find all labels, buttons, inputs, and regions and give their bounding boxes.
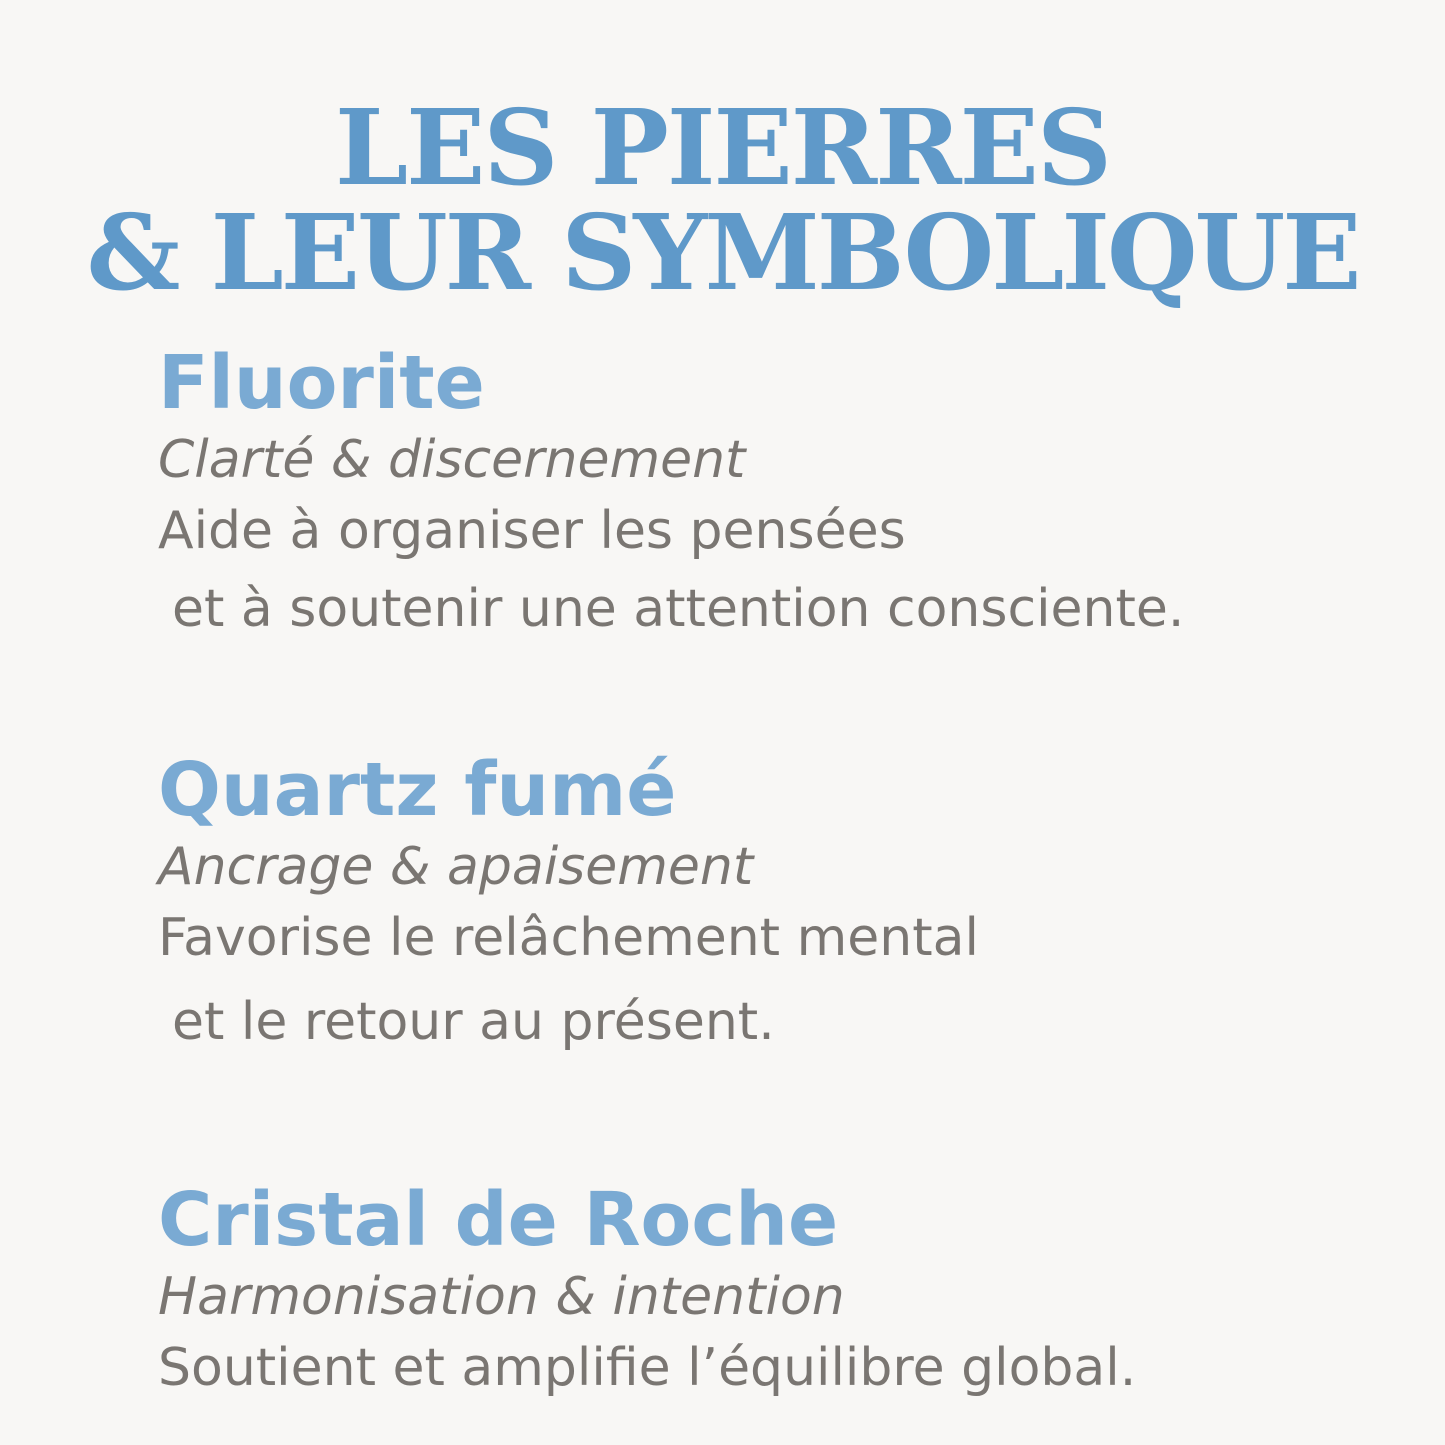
stone-description-line: Soutient et amplifie l’équilibre global. [158, 1338, 1137, 1398]
stone-name: Fluorite [158, 340, 485, 426]
page-title-line-2: & LEUR SYMBOLIQUE [86, 191, 1359, 314]
stone-cristal-de-roche [158, 1175, 1398, 1407]
stone-description-line: Aide à organiser les pensées [158, 501, 906, 561]
stone-description-line: et le retour au présent. [172, 992, 775, 1052]
stone-description-line: Favorise le relâchement mental [158, 908, 979, 968]
stone-name: Cristal de Roche [158, 1177, 839, 1263]
stone-fluorite [158, 338, 1398, 648]
stone-quartz-fume [158, 745, 1398, 1061]
stone-tagline: Clarté & discernement [158, 430, 746, 490]
stone-tagline: Ancrage & apaisement [158, 837, 754, 897]
stone-tagline: Harmonisation & intention [158, 1267, 845, 1327]
stone-name: Quartz fumé [158, 747, 677, 833]
stone-description-line: et à soutenir une attention consciente. [172, 579, 1185, 639]
page-title-line-1: LES PIERRES [334, 86, 1111, 209]
